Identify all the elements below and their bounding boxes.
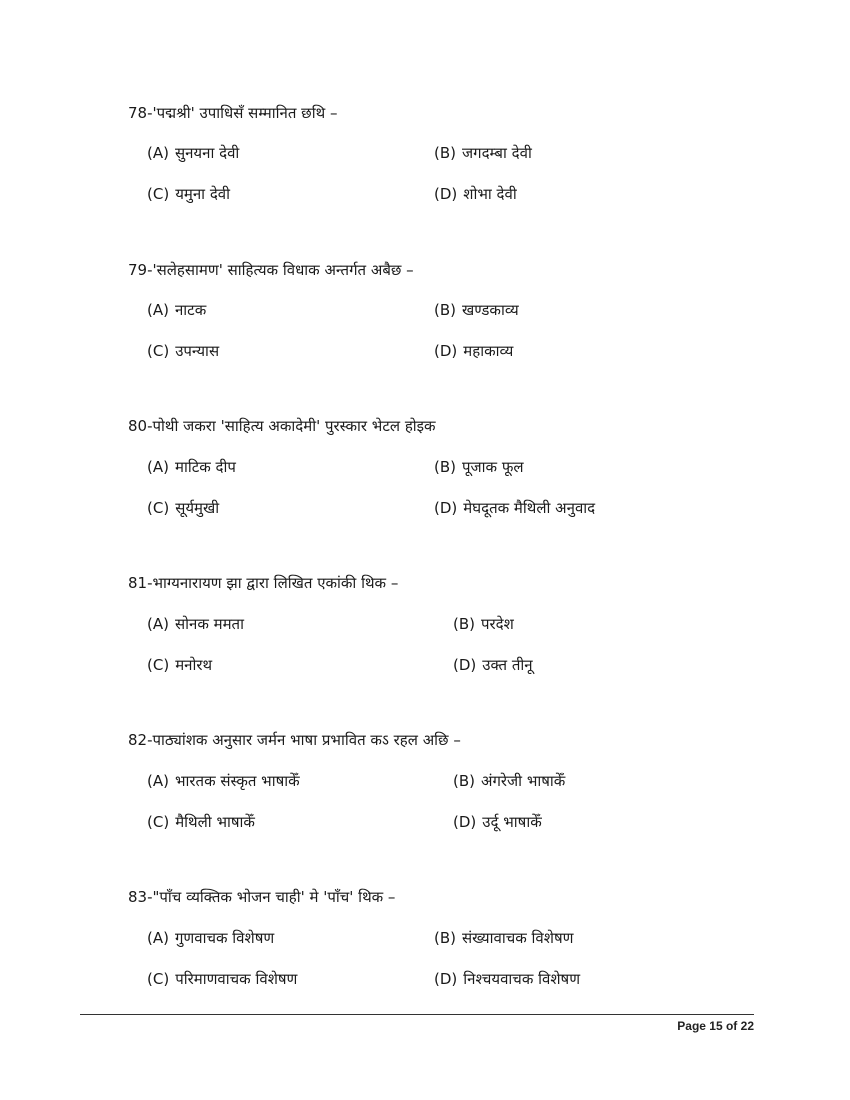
option-c (147, 655, 212, 675)
option-text: परिमाणवाचक विशेषण (175, 970, 298, 988)
option-text: महाकाव्य (463, 342, 514, 360)
option-b (434, 300, 519, 320)
option-key: (B) (453, 615, 475, 633)
option-d (434, 498, 595, 518)
option-key: (A) (147, 929, 169, 947)
option-text: मनोरथ (175, 656, 213, 674)
option-key: (C) (147, 656, 170, 674)
option-a (147, 771, 300, 791)
option-text: संख्यावाचक विशेषण (462, 929, 574, 947)
footer-divider (80, 1014, 754, 1015)
question-stem: 83-"पाँच व्यक्तिक भोजन चाही' मे 'पाँच' थिक – (128, 888, 396, 906)
option-d (453, 655, 533, 675)
option-text: यमुना देवी (175, 185, 231, 203)
option-text: निश्चयवाचक विशेषण (463, 970, 581, 988)
question-stem: 81-भाग्यनारायण झा द्वारा लिखित एकांकी थिक – (128, 574, 399, 592)
option-text: उपन्यास (175, 342, 220, 360)
question-stem: 78-'पद्मश्री' उपाधिसँ सम्मानित छथि – (128, 104, 338, 122)
option-key: (A) (147, 301, 169, 319)
option-c (147, 341, 219, 361)
option-text: सुनयना देवी (174, 144, 240, 162)
option-key: (D) (434, 970, 458, 988)
option-key: (A) (147, 458, 169, 476)
option-text: खण्डकाव्य (462, 301, 519, 319)
option-text: मैथिली भाषाकेँ (175, 813, 255, 831)
option-a (147, 928, 274, 948)
option-d (434, 341, 513, 361)
option-c (147, 812, 255, 832)
question-stem: 79-'सलेहसामण' साहित्यक विधाक अन्तर्गत अबैछ – (128, 261, 414, 279)
option-key: (D) (453, 813, 477, 831)
option-key: (B) (434, 301, 456, 319)
option-a (147, 300, 206, 320)
option-b (434, 457, 524, 477)
option-key: (C) (147, 342, 170, 360)
option-text: माटिक दीप (174, 458, 236, 476)
option-text: मेघदूतक मैथिली अनुवाद (463, 499, 596, 517)
option-key: (A) (147, 144, 169, 162)
option-key: (B) (453, 772, 475, 790)
option-d (434, 969, 580, 989)
option-key: (D) (453, 656, 477, 674)
option-b (453, 771, 565, 791)
option-a (147, 614, 244, 634)
page-number: Page 15 of 22 (677, 1019, 754, 1033)
option-text: गुणवाचक विशेषण (174, 929, 275, 947)
option-key: (B) (434, 929, 456, 947)
option-key: (D) (434, 499, 458, 517)
option-text: शोभा देवी (463, 185, 517, 203)
option-text: जगदम्बा देवी (462, 144, 532, 162)
question-stem: 82-पाठ्यांशक अनुसार जर्मन भाषा प्रभावित कऽ रहल अछि – (128, 731, 461, 749)
option-a (147, 457, 236, 477)
option-key: (D) (434, 342, 458, 360)
option-text: उर्दू भाषाकेँ (482, 813, 542, 831)
option-key: (C) (147, 185, 170, 203)
option-text: सोनक ममता (174, 615, 244, 633)
question-stem: 80-पोथी जकरा 'साहित्य अकादेमी' पुरस्कार भेटल होइक (128, 417, 436, 435)
option-c (147, 498, 219, 518)
option-key: (A) (147, 615, 169, 633)
option-key: (C) (147, 970, 170, 988)
option-b (434, 143, 532, 163)
option-key: (A) (147, 772, 169, 790)
option-d (434, 184, 517, 204)
option-text: उक्त तीनू (482, 656, 533, 674)
option-d (453, 812, 542, 832)
option-key: (B) (434, 458, 456, 476)
option-text: नाटक (174, 301, 207, 319)
option-key: (C) (147, 813, 170, 831)
option-key: (C) (147, 499, 170, 517)
option-text: भारतक संस्कृत भाषाकेँ (174, 772, 300, 790)
option-text: सूर्यमुखी (175, 499, 220, 517)
option-key: (D) (434, 185, 458, 203)
option-text: पूजाक फूल (462, 458, 524, 476)
option-b (453, 614, 514, 634)
option-text: परदेश (481, 615, 514, 633)
option-text: अंगरेजी भाषाकेँ (481, 772, 566, 790)
option-key: (B) (434, 144, 456, 162)
option-b (434, 928, 573, 948)
option-c (147, 969, 297, 989)
option-c (147, 184, 230, 204)
option-a (147, 143, 239, 163)
